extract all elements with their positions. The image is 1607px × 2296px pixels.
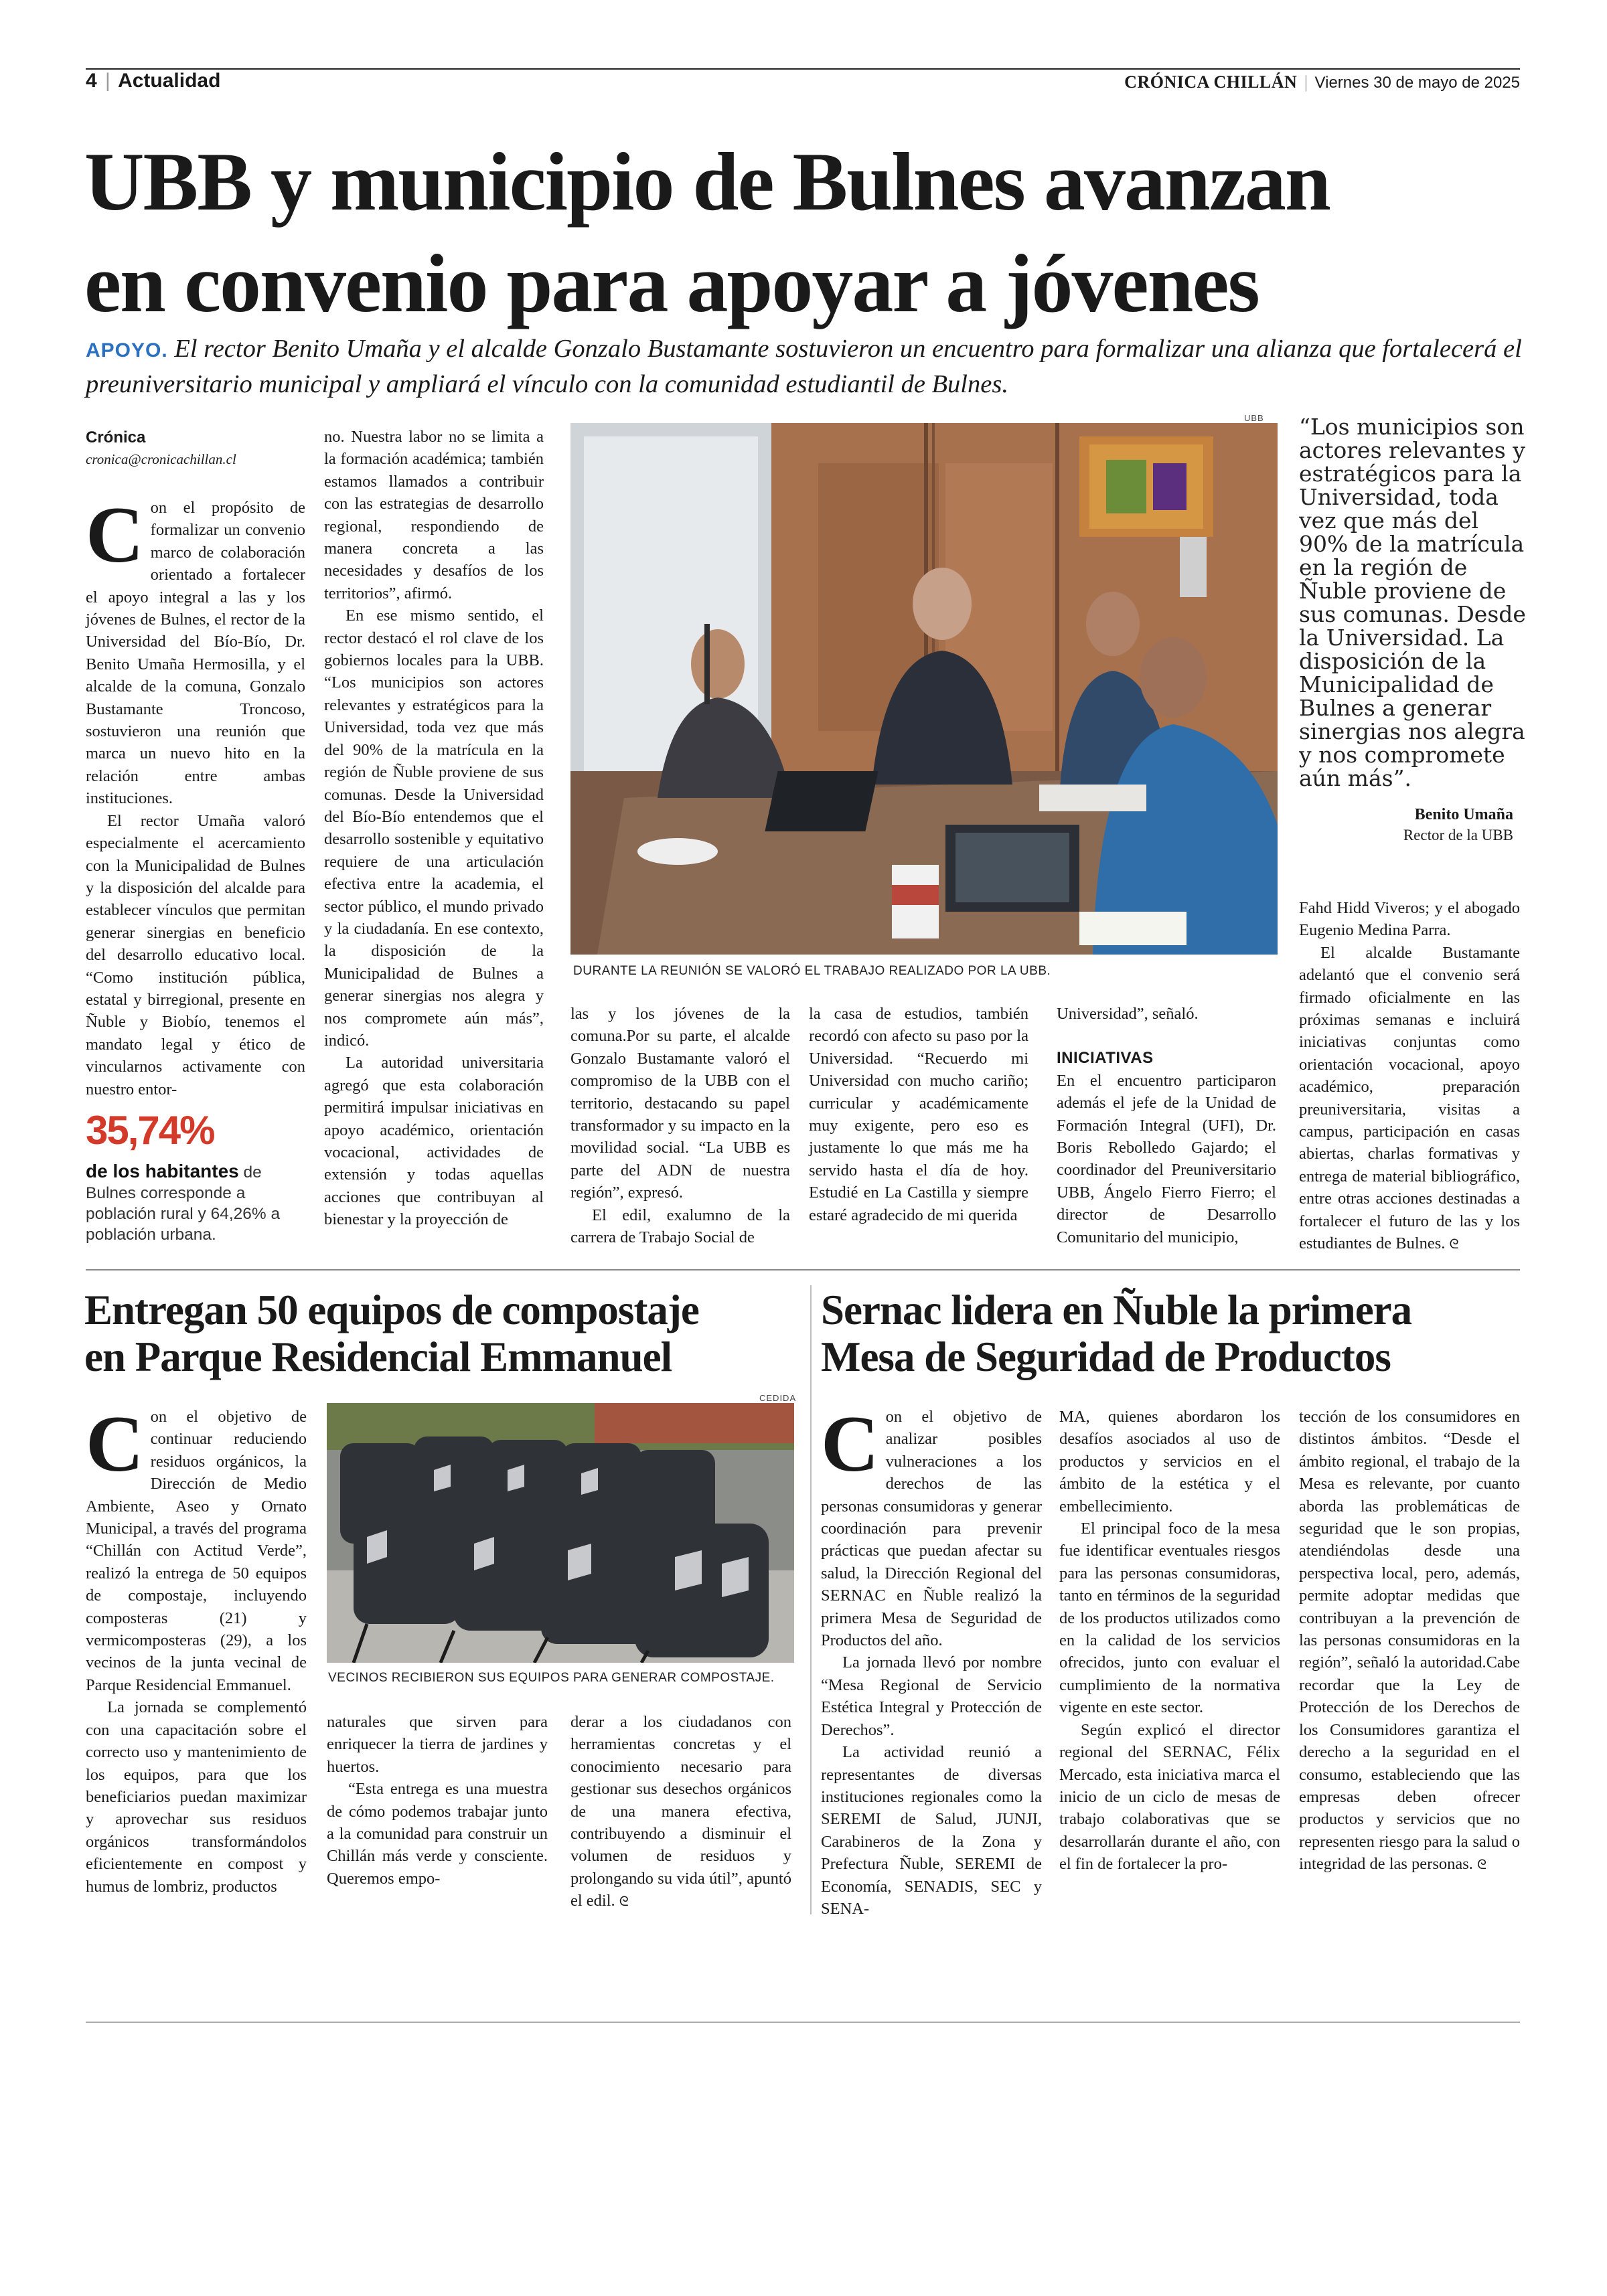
article3-para: MA, quienes abordaron los desafíos asociados al uso de productos y servicios en el ámbito de la estética y el embellecimiento. (1059, 1408, 1280, 1515)
article1-para: Con el propósito de formalizar un convenio marco de colaboración orientado a fortalecer el apoyo integral a las y los jóvenes de Bulnes, el rector de la Universidad del Bío-Bío, Dr. Benito Umaña Hermosilla, y el alcalde de la comuna, Gonzalo Bustamante Troncoso, sostuvieron una reunión que marca un nuevo hito en la relación entre ambas instituciones. (86, 490, 305, 808)
photo1-caption: DURANTE LA REUNIÓN SE VALORÓ EL TRABAJO REALIZADO POR LA UBB. (573, 964, 1051, 978)
article1-para: El alcalde Bustamante adelantó que el convenio será firmado oficialmente en las próximas semanas e incluirá iniciativas conjuntas como orientación vocacional, apoyo académico, preparación preuniversitaria, visitas a campus, participación en casas abiertas, charlas formativas y entrega de material bibliográfico, entre otras acciones destinadas a fortalecer el futuro de las y los estudiantes de Bulnes. (1299, 943, 1520, 1253)
photo2-credit: CEDIDA (759, 1393, 797, 1403)
article3-title-line1: Sernac lidera en Ñuble la primera (821, 1287, 1412, 1333)
article3-para: Con el objetivo de analizar posibles vulneraciones a los derechos de las personas consumidoras y generar coordinación para prevenir prácticas que puedan afectar su salud, la Dirección Regional del SERNAC en Ñuble realizó la primera Mesa de Seguridad de Productos del año. (821, 1399, 1042, 1650)
pull-quote-attribution (1299, 806, 1513, 844)
meeting-photo (570, 423, 1278, 955)
compost-photo (327, 1403, 794, 1663)
article1-kicker: APOYO. (86, 339, 168, 361)
page-header-right: CRÓNICA CHILLÁN | Viernes 30 de mayo de 2025 (1124, 72, 1520, 92)
article1-col6 (1299, 897, 1520, 1256)
article1-para: Fahd Hidd Viveros; y el abogado Eugenio Medina Parra. (1299, 899, 1520, 940)
stat-box (86, 1107, 307, 1245)
stat-label: de los habitantes (86, 1161, 239, 1181)
article2-para: Con el objetivo de continuar reduciendo residuos orgánicos, la Dirección de Medio Ambiente, Aseo y Ornato Municipal, a través del programa “Chillán con Actitud Verde”, realizó la entrega de 50 equipos de compostaje, incluyendo composteras (21) y vermicomposteras (29), a los vecinos de la junta vecinal de Parque Residencial Emmanuel. (86, 1399, 307, 1694)
article3-para: Según explicó el director regional del SERNAC, Félix Mercado, esta iniciativa marca el inicio de un ciclo de mesas de trabajo colaborativas que se desarrollarán durante el año, con el fin de fortalecer la pro- (1059, 1720, 1280, 1874)
footer-rule (86, 2022, 1520, 2023)
article2-para: La jornada se complementó con una capacitación sobre el correcto uso y mantenimiento de los equipos, para que los beneficiarios puedan maximizar y aprovechar sus residuos orgánicos transformándolos eficientemente en compost y humus de lombriz, productos (86, 1698, 307, 1896)
meeting-photo-image (570, 423, 1278, 955)
compost-photo-image (327, 1403, 794, 1663)
article3-col2 (1059, 1406, 1280, 1876)
article3-para: El principal foco de la mesa fue identificar eventuales riesgos para las personas consumidoras, tanto en términos de la seguridad de los productos utilizados como en la calidad de los servicios ofrecidos, junto con evaluar el cumplimiento de la normativa vigente en este sector. (1059, 1520, 1280, 1717)
article1-para: La autoridad universitaria agregó que esta colaboración permitirá impulsar iniciativas en apoyo académico, orientación vocacional, actividades de extensión y todas aquellas acciones que contribuyan al bienestar y la proyección de (324, 1054, 544, 1229)
article3-col3 (1299, 1406, 1520, 1876)
article2-title (84, 1287, 699, 1380)
article1-title (84, 131, 1330, 335)
article3-para-last (1299, 1406, 1520, 1876)
article1-para: no. Nuestra labor no se limita a la formación académica; también estamos llamados a contribuir con las estrategias de desarrollo regional, respondiendo de manera concreta a las necesidades y desafíos de los territorios”, afirmó. (324, 428, 544, 602)
section-name: Actualidad (118, 70, 221, 92)
article1-title-line1: UBB y municipio de Bulnes avanzan (84, 136, 1330, 228)
publication-name: CRÓNICA CHILLÁN (1124, 72, 1298, 92)
article1-lead (86, 332, 1525, 401)
article1-para: En ese mismo sentido, el rector destacó el rol clave de los gobiernos locales para la UBB. “Los municipios son actores relevantes y estratégicos para la Universidad, toda vez que más del 90% de la matrícula en la región de Ñuble proviene de sus comunas. Desde la Universidad del Bío-Bío entendemos que el desarrollo sostenible y equitativo requiere de una articulación efectiva entre la academia, el sector público, el mundo privado y la ciudadanía. En ese contexto, la disposición de la Municipalidad de Bulnes a generar sinergias nos alegra y nos compromete aún más”, indicó. (324, 606, 544, 1050)
article3-title-line2: Mesa de Seguridad de Productos (821, 1333, 1391, 1380)
article3-title (821, 1287, 1411, 1380)
article2-para: “Esta entrega es una muestra de cómo podemos trabajar junto a la comunidad para construir un Chillán más verde y consciente. Queremos empo- (327, 1780, 548, 1888)
article2-col1 (86, 1399, 307, 1898)
article1-title-line2: en convenio para apoyar a jóvenes (84, 238, 1259, 329)
header-rule (86, 68, 1520, 70)
article1-para-last (1299, 942, 1520, 1256)
issue-date: Viernes 30 de mayo de 2025 (1314, 74, 1520, 92)
article2-para-last (570, 1711, 791, 1913)
stat-text (86, 1161, 307, 1245)
quote-author: Benito Umaña (1414, 806, 1513, 823)
article1-lead-text: El rector Benito Umaña y el alcalde Gonzalo Bustamante sostuvieron un encuentro para formalizar una alianza que fortalecerá el preuniversitario municipal y ampliará el vínculo con la comunidad estudiantil de Bulnes. (86, 335, 1522, 398)
page-header-left: 4 | Actualidad (86, 70, 221, 92)
byline-author: Crónica (86, 428, 146, 446)
stat-value: 35,74% (86, 1108, 214, 1153)
article3-col1 (821, 1399, 1042, 1920)
article1-para: la casa de estudios, también recordó con afecto su paso por la Universidad. “Recuerdo mi Universidad con mucho cariño; curricular y académicamente muy exigente, pero eso es justamente lo que más me ha servido hasta el día de hoy. Estudié en La Castilla y siempre estaré agradecido de mi querida (809, 1005, 1028, 1224)
article1-para: En el encuentro participaron además el jefe de la Unidad de Formación Integral (UFI), Dr. Boris Rebolledo Gajardo; el coordinador del Preuniversitario UBB, Ángelo Fierro Fierro; el director de Desarrollo Comunitario del municipio, (1057, 1071, 1276, 1246)
article2-col2 (327, 1711, 548, 1890)
end-of-article-icon: ᘓ (619, 1893, 629, 1910)
article2-title-line2: en Parque Residencial Emmanuel (84, 1333, 672, 1380)
article1-col4 (809, 1003, 1028, 1226)
article1-col2 (324, 426, 544, 1231)
article2-para: naturales que sirven para enriquecer la tierra de jardines y huertos. (327, 1713, 548, 1776)
article1-para: El edil, exalumno de la carrera de Trabajo Social de (570, 1206, 790, 1247)
article1-subhead: INICIATIVAS (1057, 1049, 1154, 1068)
article1-para: El rector Umaña valoró especialmente el acercamiento con la Municipalidad de Bulnes y la disposición del alcalde para establecer vínculos que permitan generar sinergias en beneficio del desarrollo educativo local. “Como institución pública, estatal y birregional, presente en Ñuble y Biobío, tenemos el mandato legal y ético de vincularnos activamente con nuestro entor- (86, 811, 305, 1098)
column-divider (810, 1285, 812, 1914)
article3-para: La jornada llevó por nombre “Mesa Regional de Servicio Estética Integral y Protección de Derechos”. (821, 1653, 1042, 1739)
article1-para: Universidad”, señaló. (1057, 1005, 1199, 1023)
stat-tail: de Bulnes corresponde a población rural y 64,26% a población urbana. (86, 1163, 281, 1244)
article2-para: derar a los ciudadanos con herramientas concretas y el conocimiento necesario para gestionar sus desechos orgánicos de una manera efectiva, contribuyendo a disminuir el volumen de residuos y prolongando su vida útil”, apuntó el edil. (570, 1713, 791, 1910)
article1-byline (86, 428, 300, 468)
article3-para: tección de los consumidores en distintos ámbitos. “Desde el ámbito regional, el trabajo de la Mesa es relevante, por cuanto aborda las problemáticas de seguridad que le son propias, atendiéndolas desde una perspectiva local, pero, además, permite adoptar medidas que contribuyan a la prevención de las personas consumidoras en la región”, señaló la autoridad.Cabe recordar que la Ley de Protección de los Derechos de los Consumidores garantiza el derecho a la seguridad en el consumo, estableciendo que las empresas deben ofrecer productos y servicios que no representen riesgo para la salud o integridad de las personas. (1299, 1408, 1520, 1874)
end-of-article-icon: ᘓ (1449, 1236, 1459, 1252)
article1-para: las y los jóvenes de la comuna.Por su parte, el alcalde Gonzalo Bustamante valoró el compromiso de la UBB con el territorio, destacando su papel transformador y su impacto en la movilidad social. “La UBB es parte del ADN de nuestra región”, expresó. (570, 1005, 790, 1202)
pull-quote: “Los municipios son actores relevantes y estratégicos para la Universidad, toda vez que más del 90% de la matrícula en la región de Ñuble proviene de sus comunas. Desde la Universidad. La disposición de la Municipalidad de Bulnes a generar sinergias nos alegra y nos compromete aún más”. (1299, 414, 1526, 791)
article2-title-line1: Entregan 50 equipos de compostaje (84, 1287, 699, 1333)
article1-col5 (1057, 1003, 1276, 1248)
quote-role: Rector de la UBB (1403, 827, 1513, 843)
article1-col3 (570, 1003, 790, 1248)
photo1-credit: UBB (1244, 413, 1264, 423)
end-of-article-icon: ᘓ (1477, 1856, 1487, 1873)
photo2-caption: VECINOS RECIBIERON SUS EQUIPOS PARA GENERAR COMPOSTAJE. (328, 1671, 775, 1685)
article3-para: La actividad reunió a representantes de diversas instituciones regionales como la SEREMI de Salud, JUNJI, Carabineros de la Zona y Prefectura Ñuble, SEREMI de Economía, SENADIS, SEC y SENA- (821, 1743, 1042, 1918)
section-divider (86, 1269, 1520, 1270)
page-number: 4 (86, 70, 97, 92)
article2-col3 (570, 1711, 791, 1913)
byline-email: cronica@cronicachillan.cl (86, 451, 236, 467)
article1-col1 (86, 490, 305, 1100)
